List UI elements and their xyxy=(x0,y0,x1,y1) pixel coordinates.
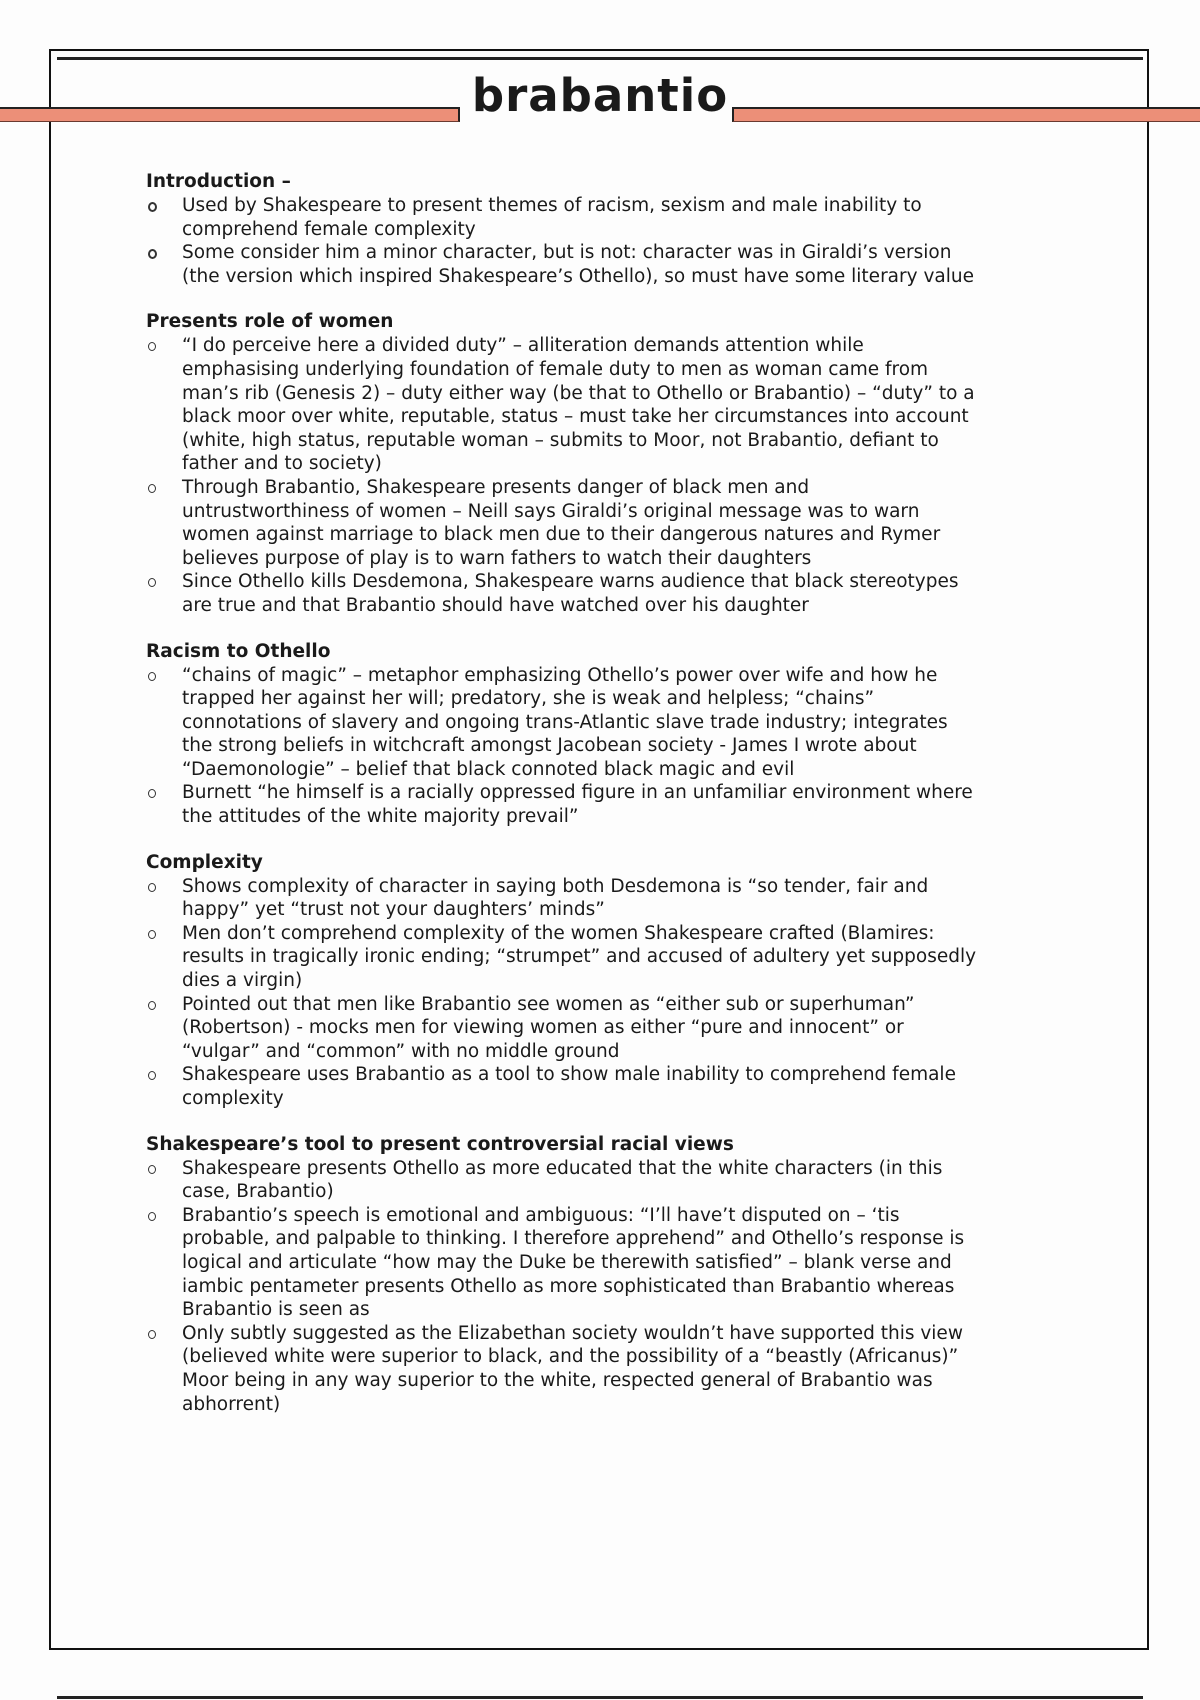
list-item-text-line: father and to society) xyxy=(182,453,382,475)
list-item-text-line: Brabantio is seen as xyxy=(182,1299,370,1321)
section-heading: Presents role of women xyxy=(146,311,394,333)
list-item-text-line: Shakespeare presents Othello as more educated that the white characters (in this xyxy=(182,1157,943,1179)
list-item xyxy=(146,570,1066,617)
section xyxy=(146,310,1066,617)
list-item xyxy=(146,241,1066,288)
list-item-text-line: Pointed out that men like Brabantio see women as “either sub or superhuman” xyxy=(182,993,915,1015)
list-item-text-line: Some consider him a minor character, but is not: character was in Giraldi’s version xyxy=(182,242,952,264)
list-item-text-line: (believed white were superior to black, and the possibility of a “beastly (Africanus)” xyxy=(182,1346,959,1368)
list-item-text-line: (white, high status, reputable woman – submits to Moor, not Brabantio, defiant to xyxy=(182,429,939,451)
page-title-text: brabantio xyxy=(468,69,732,122)
bullet-circle-icon xyxy=(148,1001,156,1010)
list-item xyxy=(146,476,1066,570)
list-item-text-line: believes purpose of play is to warn fathers to watch their daughters xyxy=(182,547,812,569)
section-heading: Complexity xyxy=(146,851,263,873)
section xyxy=(146,640,1066,829)
list-item-text-line: Through Brabantio, Shakespeare presents danger of black men and xyxy=(182,476,810,498)
list-item xyxy=(146,664,1066,782)
list-item-text-line: “chains of magic” – metaphor emphasizing Othello’s power over wife and how he xyxy=(182,664,938,686)
list-item-text-line: complexity xyxy=(182,1088,284,1109)
bullet-circle-icon xyxy=(148,1165,156,1174)
list-item-text-line: Since Othello kills Desdemona, Shakespeare warns audience that black stereotypes xyxy=(182,571,959,593)
list-item-text-line: comprehend female complexity xyxy=(182,218,476,240)
list-item-text-line: Burnett “he himself is a racially oppressed figure in an unfamiliar environment where xyxy=(182,782,973,804)
list-item-text-line: are true and that Brabantio should have watched over his daughter xyxy=(182,594,809,616)
list-item-text-line: Moor being in any way superior to the white, respected general of Brabantio was xyxy=(182,1369,933,1391)
list-item-text-line: happy” yet “trust not your daughters’ minds” xyxy=(182,899,605,921)
list-item-text-line: probable, and palpable to thinking. I therefore apprehend” and Othello’s response is xyxy=(182,1228,965,1250)
list-item-text-line: the attitudes of the white majority prevail” xyxy=(182,806,579,828)
list-item-text-line: Shows complexity of character in saying both Desdemona is “so tender, fair and xyxy=(182,875,929,897)
list-item xyxy=(146,993,1066,1064)
section-heading: Introduction – xyxy=(146,171,291,192)
list-item-text-line: Men don’t comprehend complexity of the women Shakespeare crafted (Blamires: xyxy=(182,922,935,944)
list-item-text-line: results in tragically ironic ending; “strumpet” and accused of adultery yet supposedly xyxy=(182,946,977,968)
section xyxy=(146,170,1066,288)
list-item-text-line: abhorrent) xyxy=(182,1393,281,1415)
list-item xyxy=(146,1063,1066,1110)
list-item-text-line: (the version which inspired Shakespeare’s Othello), so must have some literary value xyxy=(182,265,974,287)
bottom-rule xyxy=(57,1696,1143,1699)
list-item-text-line: Only subtly suggested as the Elizabethan society wouldn’t have supported this view xyxy=(182,1322,963,1344)
list-item-text-line: the strong beliefs in witchcraft amongst Jacobean society - James I wrote about xyxy=(182,735,917,757)
section-heading: Shakespeare’s tool to present controversial racial views xyxy=(146,1133,734,1155)
list-item xyxy=(146,334,1066,476)
section-heading: Racism to Othello xyxy=(146,640,331,662)
bullet-circle-icon xyxy=(148,1071,156,1080)
bullet-circle-icon xyxy=(148,249,157,259)
bullet-circle-icon xyxy=(148,1330,156,1339)
list-item-text-line: Brabantio’s speech is emotional and ambiguous: “I’ll have’t disputed on – ‘tis xyxy=(182,1204,900,1226)
list-item-text-line: emphasising underlying foundation of female duty to men as woman came from xyxy=(182,358,929,380)
list-item-text-line: Used by Shakespeare to present themes of racism, sexism and male inability to xyxy=(182,195,922,216)
list-item xyxy=(146,1322,1066,1416)
list-item xyxy=(146,781,1066,828)
bullet-circle-icon xyxy=(148,484,156,493)
document-body xyxy=(146,170,1066,1438)
list-item xyxy=(146,1204,1066,1322)
list-item xyxy=(146,1157,1066,1204)
list-item-text-line: iambic pentameter presents Othello as more sophisticated than Brabantio whereas xyxy=(182,1275,955,1297)
top-rule xyxy=(57,57,1143,60)
section xyxy=(146,1133,1066,1417)
list-item-text-line: “Daemonologie” – belief that black connoted black magic and evil xyxy=(182,758,795,780)
list-item-text-line: man’s rib (Genesis 2) – duty either way (be that to Othello or Brabantio) – “duty” to a xyxy=(182,382,975,404)
list-item xyxy=(146,922,1066,993)
bullet-circle-icon xyxy=(148,672,156,681)
list-item-text-line: Shakespeare uses Brabantio as a tool to show male inability to comprehend female xyxy=(182,1064,956,1086)
bullet-circle-icon xyxy=(148,930,156,939)
list-item-text-line: connotations of slavery and ongoing trans-Atlantic slave trade industry; integrates xyxy=(182,711,948,733)
page-title xyxy=(0,68,1200,124)
bullet-circle-icon xyxy=(148,1212,156,1221)
bullet-circle-icon xyxy=(148,883,156,892)
list-item-text-line: logical and articulate “how may the Duke be therewith satisfied” – blank verse and xyxy=(182,1251,952,1273)
list-item-text-line: untrustworthiness of women – Neill says Giraldi’s original message was to warn xyxy=(182,500,920,522)
list-item-text-line: “vulgar” and “common” with no middle ground xyxy=(182,1040,620,1062)
bullet-circle-icon xyxy=(148,202,157,212)
list-item-text-line: “I do perceive here a divided duty” – alliteration demands attention while xyxy=(182,335,864,357)
bullet-circle-icon xyxy=(148,342,156,351)
list-item xyxy=(146,194,1066,241)
section xyxy=(146,851,1066,1111)
list-item-text-line: black moor over white, reputable, status – must take her circumstances into account xyxy=(182,406,969,428)
bullet-circle-icon xyxy=(148,789,156,798)
list-item xyxy=(146,875,1066,922)
list-item-text-line: (Robertson) - mocks men for viewing women as either “pure and innocent” or xyxy=(182,1017,904,1039)
list-item-text-line: case, Brabantio) xyxy=(182,1181,334,1203)
bullet-circle-icon xyxy=(148,578,156,587)
list-item-text-line: women against marriage to black men due to their dangerous natures and Rymer xyxy=(182,524,941,546)
list-item-text-line: dies a virgin) xyxy=(182,970,303,992)
list-item-text-line: trapped her against her will; predatory, she is weak and helpless; “chains” xyxy=(182,688,875,710)
